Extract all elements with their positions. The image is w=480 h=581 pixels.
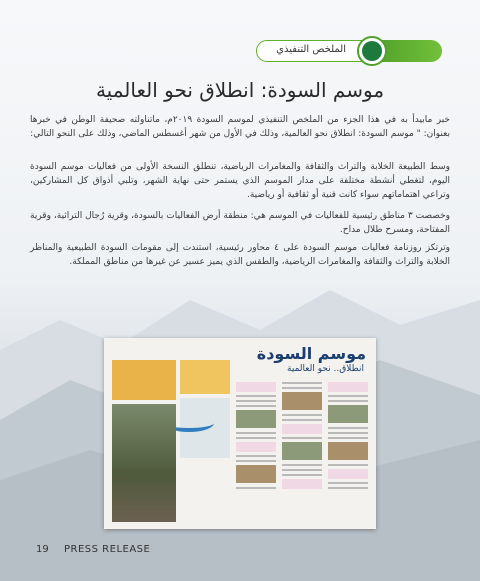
paragraph-4: وترتكز روزنامة فعاليات موسم السودة على ٤ محاور رئيسية، استندت إلى مقومات السودة الطبيعية والمناظر الخلابة والتراث والثقافة والمغامرات الرياضية، والطقس الذي يميز عسير عن غيرها من مناطق المملكة. [30,243,450,267]
section-label: الملخص التنفيذي [276,44,346,55]
newspaper-landscape-photo [112,404,176,522]
paragraph-3: وخصصت ٣ مناطق رئيسية للفعاليات في الموسم هي: منطقة أرض الفعاليات بالسودة، وقرية رُجال التراثية، وقرية المفتاحة، ومسرح طلال مداح. [30,211,450,235]
footer-label: PRESS RELEASE [64,544,151,555]
paragraph-1: خبر مابيدأ به في هذا الجزء من الملخص التنفيذي لموسم السودة ٢٠١٩م، ماتناولته صحيفة الوطن في خبرها بعنوان: " موسم السودة: انطلاق نحو العالمية، وذلك في الأول من شهر أغسطس الماضي، وذلك على النحو التالي: [30,115,450,139]
newspaper-clipping-image [104,338,376,529]
saudi-emblem-logo [357,36,387,66]
newspaper-title: موسم السودة [256,344,366,363]
page-number: 19 [36,544,49,555]
newspaper-infobox-secondary [180,360,230,394]
article-title: موسم السودة: انطلاق نحو العالمية [95,78,385,102]
newspaper-subtitle: انطلاق.. نحو العالمية [287,364,364,374]
newspaper-columns [236,382,368,522]
newspaper-infobox [112,360,176,400]
paragraph-2: وسط الطبيعة الخلابة والتراث والثقافة والمغامرات الرياضية، تنطلق النسخة الأولى من فعاليات موسم السودة اليوم، لتغطي أنشطة مختلفة على مدار الموسم الذي يستمر حتى نهاية الشهر، وتلبي أذواق كل المشاركين، وتراعي اهتماماتهم سواء كانت فنية أو ثقافية أو رياضية. [30,162,450,200]
